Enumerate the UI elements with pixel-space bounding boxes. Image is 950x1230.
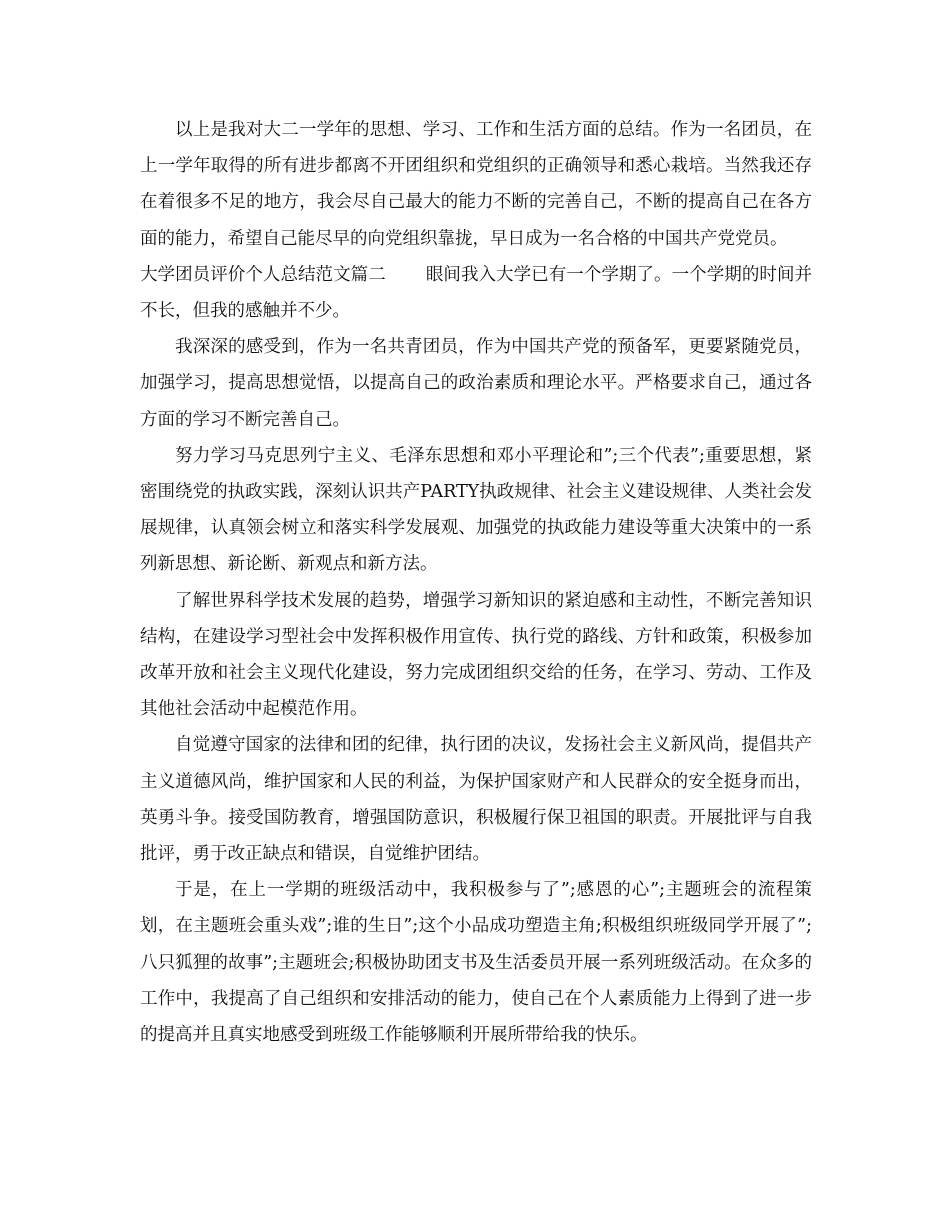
paragraph-discipline: 自觉遵守国家的法律和团的纪律，执行团的决议，发扬社会主义新风尚，提倡共产主义道德风尚，维护国家和人民的利益，为保护国家财产和人民群众的安全挺身而出，英勇斗争。接受国防教育，增强国防意识，积极履行保卫祖国的职责。开展批评与自我批评，勇于改正缺点和错误，自觉维护团结。 xyxy=(140,735,812,865)
paragraph-study-theory: 努力学习马克思列宁主义、毛泽东思想和邓小平理论和”;三个代表”;重要思想，紧密围绕党的执政实践，深刻认识共产PARTY执政规律、社会主义建设规律、人类社会发展规律，认真领会树立和落实科学发展观、加强党的执政能力建设等重大决策中的一系列新思想、新论断、新观点和新方法。 xyxy=(140,445,812,575)
section-heading: 大学团员评价个人总结范文篇二 xyxy=(140,264,386,285)
paragraph-class-activities: 于是，在上一学期的班级活动中，我积极参与了”;感恩的心”;主题班会的流程策划，在主题班会重头戏”;谁的生日”;这个小品成功塑造主角;积极组织班级同学开展了”;八只狐狸的故事”;主题班会;积极协助团支书及生活委员开展一系列班级活动。在众多的工作中，我提高了自己组织和安排活动的能力，使自己在个人素质能力上得到了进一步的提高并且真实地感受到班级工作能够顺利开展所带给我的快乐。 xyxy=(140,880,812,1046)
section-intro: 眼间我入大学已有一个学期了。一个学期的时间并不长，但我的感触并不少。 xyxy=(140,264,813,322)
paragraph-summary: 以上是我对大二一学年的思想、学习、工作和生活方面的总结。作为一名团员，在上一学年取得的所有进步都离不开团组织和党组织的正确领导和悉心栽培。当然我还存在着很多不足的地方，我会尽自己最大的能力不断的完善自己，不断的提高自己在各方面的能力，希望自己能尽早的向党组织靠拢，早日成为一名合格的中国共产党党员。 xyxy=(140,120,812,249)
document-body xyxy=(140,112,812,1053)
paragraph-science-tech: 了解世界科学技术发展的趋势，增强学习新知识的紧迫感和主动性，不断完善知识结构，在建设学习型社会中发挥积极作用宣传、执行党的路线、方针和政策，积极参加改革开放和社会主义现代化建设，努力完成团组织交给的任务，在学习、劳动、工作及其他社会活动中起模范作用。 xyxy=(140,590,812,720)
section-heading-line xyxy=(140,257,812,329)
paragraph-feelings: 我深深的感受到，作为一名共青团员，作为中国共产党的预备军，更要紧随党员，加强学习，提高思想觉悟，以提高自己的政治素质和理论水平。严格要求自己，通过各方面的学习不断完善自己。 xyxy=(140,337,812,430)
